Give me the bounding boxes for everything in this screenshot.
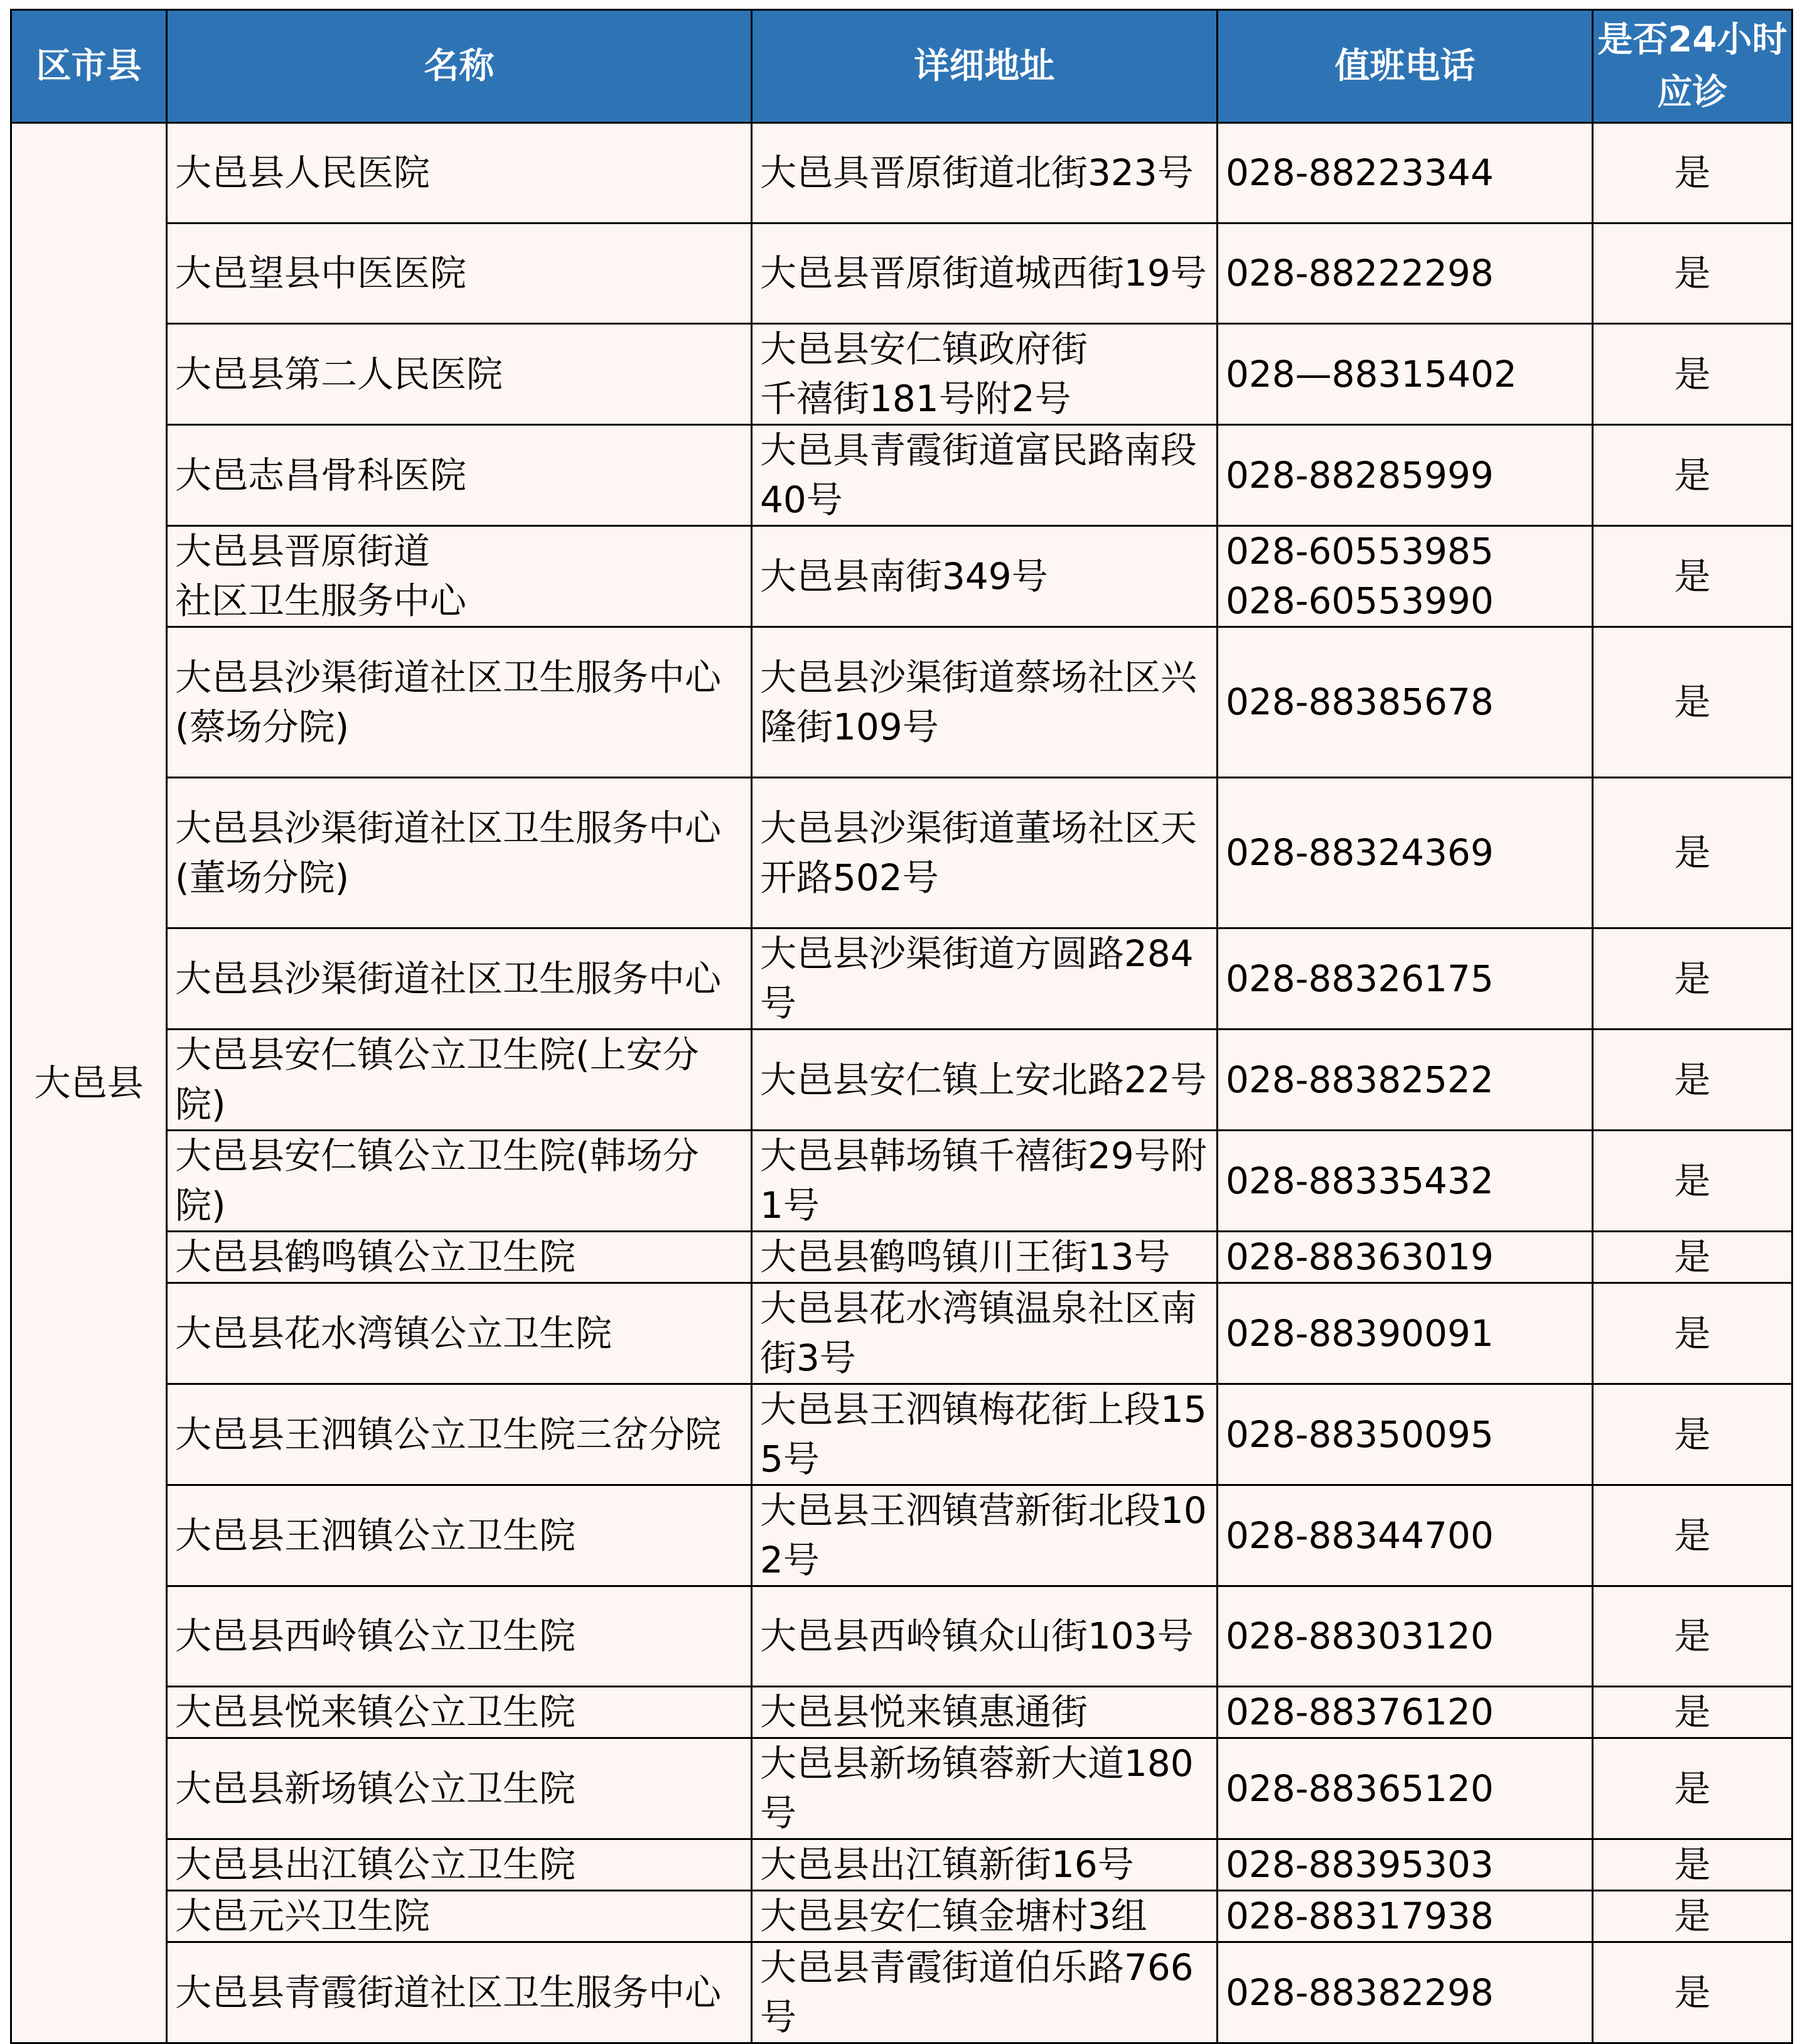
phone-cell: 028-60553985 028-60553990 <box>1218 526 1593 627</box>
table-row <box>11 1586 1792 1687</box>
phone-cell: 028-88285999 <box>1218 425 1593 526</box>
phone-cell: 028-88395303 <box>1218 1839 1593 1891</box>
address-cell: 大邑县新场镇蓉新大道180号 <box>752 1738 1218 1839</box>
is24h-cell: 是 <box>1593 1687 1792 1738</box>
district-cell: 大邑县 <box>11 123 167 2043</box>
name-cell: 大邑县青霞街道社区卫生服务中心 <box>167 1942 752 2043</box>
name-cell: 大邑志昌骨科医院 <box>167 425 752 526</box>
phone-cell: 028-88382522 <box>1218 1030 1593 1131</box>
name-cell: 大邑县西岭镇公立卫生院 <box>167 1586 752 1687</box>
name-cell: 大邑县悦来镇公立卫生院 <box>167 1687 752 1738</box>
address-cell: 大邑县南街349号 <box>752 526 1218 627</box>
name-cell: 大邑望县中医医院 <box>167 223 752 324</box>
address-cell: 大邑县安仁镇政府街 千禧街181号附2号 <box>752 324 1218 425</box>
hospital-table <box>10 9 1793 2044</box>
table-row <box>11 1738 1792 1839</box>
phone-cell: 028-88390091 <box>1218 1283 1593 1384</box>
name-cell: 大邑县沙渠街道社区卫生服务中心 (蔡场分院) <box>167 627 752 778</box>
table-row <box>11 123 1792 223</box>
phone-cell: 028-88317938 <box>1218 1891 1593 1942</box>
name-cell: 大邑县鹤鸣镇公立卫生院 <box>167 1232 752 1283</box>
name-cell: 大邑县出江镇公立卫生院 <box>167 1839 752 1891</box>
phone-cell: 028-88382298 <box>1218 1942 1593 2043</box>
address-cell: 大邑县王泗镇梅花街上段155号 <box>752 1384 1218 1485</box>
name-cell: 大邑县安仁镇公立卫生院(上安分院) <box>167 1030 752 1131</box>
name-cell: 大邑元兴卫生院 <box>167 1891 752 1942</box>
address-cell: 大邑县青霞街道伯乐路766号 <box>752 1942 1218 2043</box>
table-row <box>11 928 1792 1030</box>
table-row <box>11 1384 1792 1485</box>
name-cell: 大邑县沙渠街道社区卫生服务中心 <box>167 928 752 1030</box>
phone-cell: 028-88350095 <box>1218 1384 1593 1485</box>
address-cell: 大邑县安仁镇金塘村3组 <box>752 1891 1218 1942</box>
table-row <box>11 1283 1792 1384</box>
is24h-cell: 是 <box>1593 1232 1792 1283</box>
name-cell: 大邑县晋原街道 社区卫生服务中心 <box>167 526 752 627</box>
table-row <box>11 778 1792 928</box>
phone-cell: 028-88335432 <box>1218 1131 1593 1232</box>
address-cell: 大邑县鹤鸣镇川王街13号 <box>752 1232 1218 1283</box>
is24h-cell: 是 <box>1593 1942 1792 2043</box>
table-row <box>11 1232 1792 1283</box>
name-cell: 大邑县第二人民医院 <box>167 324 752 425</box>
is24h-cell: 是 <box>1593 627 1792 778</box>
table-row <box>11 1485 1792 1586</box>
header-district: 区市县 <box>11 10 167 123</box>
phone-cell: 028—88315402 <box>1218 324 1593 425</box>
address-cell: 大邑县沙渠街道方圆路284号 <box>752 928 1218 1030</box>
name-cell: 大邑县沙渠街道社区卫生服务中心 (董场分院) <box>167 778 752 928</box>
is24h-cell: 是 <box>1593 526 1792 627</box>
address-cell: 大邑县沙渠街道蔡场社区兴隆街109号 <box>752 627 1218 778</box>
name-cell: 大邑县王泗镇公立卫生院 <box>167 1485 752 1586</box>
table-row <box>11 1030 1792 1131</box>
phone-cell: 028-88303120 <box>1218 1586 1593 1687</box>
address-cell: 大邑具晋原街道北街323号 <box>752 123 1218 223</box>
is24h-cell: 是 <box>1593 1283 1792 1384</box>
header-name: 名称 <box>167 10 752 123</box>
phone-cell: 028-88365120 <box>1218 1738 1593 1839</box>
is24h-cell: 是 <box>1593 1839 1792 1891</box>
is24h-cell: 是 <box>1593 928 1792 1030</box>
is24h-cell: 是 <box>1593 1384 1792 1485</box>
header-24h: 是否24小时应诊 <box>1593 10 1792 123</box>
is24h-cell: 是 <box>1593 223 1792 324</box>
address-cell: 大邑县出江镇新街16号 <box>752 1839 1218 1891</box>
header-address: 详细地址 <box>752 10 1218 123</box>
phone-cell: 028-88324369 <box>1218 778 1593 928</box>
is24h-cell: 是 <box>1593 425 1792 526</box>
name-cell: 大邑县新场镇公立卫生院 <box>167 1738 752 1839</box>
table-row <box>11 1131 1792 1232</box>
table-body <box>11 123 1792 2043</box>
table-row <box>11 627 1792 778</box>
phone-cell: 028-88376120 <box>1218 1687 1593 1738</box>
is24h-cell: 是 <box>1593 1030 1792 1131</box>
address-cell: 大邑具青霞街道富民路南段40号 <box>752 425 1218 526</box>
is24h-cell: 是 <box>1593 1738 1792 1839</box>
phone-cell: 028-88385678 <box>1218 627 1593 778</box>
table-row <box>11 425 1792 526</box>
is24h-cell: 是 <box>1593 324 1792 425</box>
table-row <box>11 1891 1792 1942</box>
table-row <box>11 1687 1792 1738</box>
name-cell: 大邑县王泗镇公立卫生院三岔分院 <box>167 1384 752 1485</box>
is24h-cell: 是 <box>1593 1586 1792 1687</box>
address-cell: 大邑县安仁镇上安北路22号 <box>752 1030 1218 1131</box>
address-cell: 大邑县悦来镇惠通街 <box>752 1687 1218 1738</box>
address-cell: 大邑县西岭镇众山街103号 <box>752 1586 1218 1687</box>
is24h-cell: 是 <box>1593 1131 1792 1232</box>
address-cell: 大邑县沙渠街道董场社区天开路502号 <box>752 778 1218 928</box>
address-cell: 大邑县花水湾镇温泉社区南街3号 <box>752 1283 1218 1384</box>
is24h-cell: 是 <box>1593 1485 1792 1586</box>
is24h-cell: 是 <box>1593 778 1792 928</box>
is24h-cell: 是 <box>1593 1891 1792 1942</box>
phone-cell: 028-88222298 <box>1218 223 1593 324</box>
name-cell: 大邑县人民医院 <box>167 123 752 223</box>
phone-cell: 028-88363019 <box>1218 1232 1593 1283</box>
address-cell: 大邑县晋原街道城西街19号 <box>752 223 1218 324</box>
phone-cell: 028-88223344 <box>1218 123 1593 223</box>
header-phone: 值班电话 <box>1218 10 1593 123</box>
is24h-cell: 是 <box>1593 123 1792 223</box>
table-row <box>11 1942 1792 2043</box>
address-cell: 大邑县王泗镇营新街北段102号 <box>752 1485 1218 1586</box>
table-row <box>11 526 1792 627</box>
name-cell: 大邑县花水湾镇公立卫生院 <box>167 1283 752 1384</box>
table-row <box>11 1839 1792 1891</box>
table-row <box>11 324 1792 425</box>
phone-cell: 028-88326175 <box>1218 928 1593 1030</box>
address-cell: 大邑县韩场镇千禧街29号附1号 <box>752 1131 1218 1232</box>
table-row <box>11 223 1792 324</box>
phone-cell: 028-88344700 <box>1218 1485 1593 1586</box>
header-row <box>11 10 1792 123</box>
name-cell: 大邑县安仁镇公立卫生院(韩场分院) <box>167 1131 752 1232</box>
